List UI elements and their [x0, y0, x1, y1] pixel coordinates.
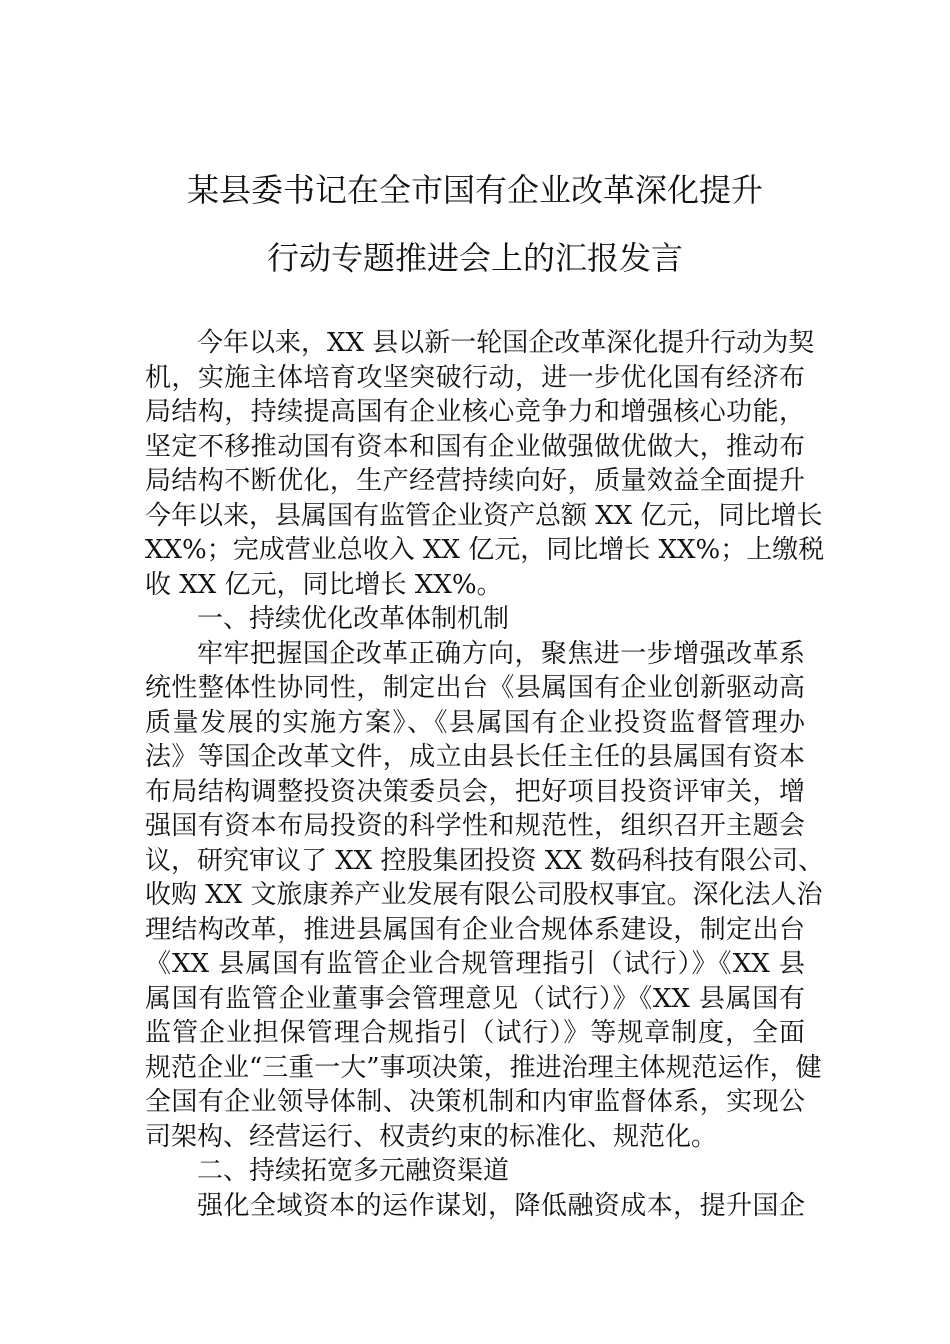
paragraph	[145, 326, 825, 602]
text-line: 监管企业担保管理合规指引（试行）》等规章制度，全面	[145, 1018, 805, 1048]
section-heading	[145, 1154, 805, 1189]
paragraph	[145, 637, 825, 1155]
text-line: 司架构、经营运行、权责约束的标准化、规范化。	[145, 1121, 718, 1152]
text-line: 二、持续拓宽多元融资渠道	[197, 1156, 510, 1186]
text-line: 今年以来，县属国有监管企业资产总额 XX 亿元，同比增长	[145, 500, 823, 531]
text-line: 机，实施主体培育攻坚突破行动，进一步优化国有经济布	[145, 362, 805, 393]
text-line: 全国有企业领导体制、决策机制和内审监督体系，实现公	[145, 1087, 805, 1117]
text-line: 强国有资本布局投资的科学性和规范性，组织召开主题会	[145, 811, 805, 841]
text-line: 属国有监管企业董事会管理意见（试行）》《XX 县属国有	[145, 983, 805, 1014]
text-line: 规范企业“三重一大”事项决策，推进治理主体规范运作，健	[145, 1052, 822, 1083]
text-line: 《XX 县属国有监管企业合规管理指引（试行）》《XX 县	[145, 949, 805, 979]
document-title-line-1: 某县委书记在全市国有企业改革深化提升	[186, 171, 763, 209]
text-line: 议，研究审议了 XX 控股集团投资 XX 数码科技有限公司、	[145, 845, 825, 876]
paragraph	[145, 1189, 805, 1224]
text-line: 统性整体性协同性，制定出台《县属国有企业创新驱动高	[145, 673, 805, 703]
text-line: 法》等国企改革文件，成立由县长任主任的县属国有资本	[145, 742, 805, 772]
text-line: 收购 XX 文旅康养产业发展有限公司股权事宜。深化法人治	[145, 880, 823, 910]
text-line: 质量发展的实施方案》、《县属国有企业投资监督管理办	[145, 707, 805, 738]
text-line: 一、持续优化改革体制机制	[197, 604, 510, 634]
text-line: 强化全域资本的运作谋划，降低融资成本，提升国企	[197, 1190, 805, 1221]
text-line: 局结构，持续提高国有企业核心竞争力和增强核心功能，	[145, 397, 805, 427]
text-line: 局结构不断优化，生产经营持续向好，质量效益全面提升	[145, 466, 805, 496]
text-line: 理结构改革，推进县属国有企业合规体系建设，制定出台	[145, 914, 805, 945]
document-title-line-2: 行动专题推进会上的汇报发言	[266, 239, 683, 277]
section-heading	[145, 602, 805, 637]
text-line: 布局结构调整投资决策委员会，把好项目投资评审关，增	[145, 776, 805, 807]
document-body	[145, 326, 825, 1223]
text-line: 收 XX 亿元，同比增长 XX%。	[145, 569, 503, 600]
text-line: 坚定不移推动国有资本和国有企业做强做优做大，推动布	[145, 431, 805, 462]
text-line: 今年以来，XX 县以新一轮国企改革深化提升行动为契	[197, 328, 815, 358]
text-line: XX%；完成营业总收入 XX 亿元，同比增长 XX%；上缴税	[145, 535, 825, 565]
text-line: 牢牢把握国企改革正确方向，聚焦进一步增强改革系	[197, 638, 805, 669]
